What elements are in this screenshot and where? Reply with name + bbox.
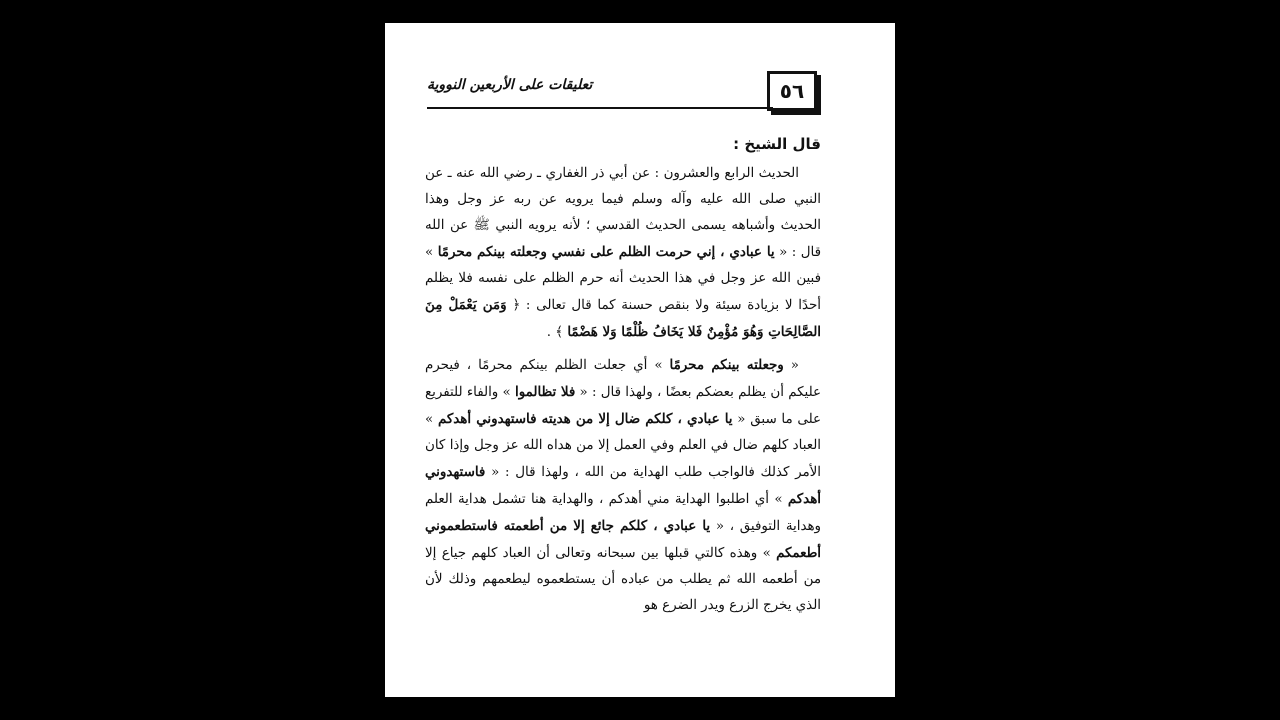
- text-run: » العباد كلهم ضال في العلم وفي العمل إلا من هداه الله عز وجل وإذا كان الأمر كذلك فالواجب طلب الهداية من الله ، ولهذا قال : «: [425, 412, 821, 480]
- hadith-quote: وجعلته بينكم محرمًا: [669, 357, 784, 373]
- hadith-quote: يا عبادي ، كلكم ضال إلا من هديته فاستهدوني أهدكم: [437, 411, 733, 427]
- document-page: [385, 23, 895, 697]
- text-run: «: [783, 358, 799, 373]
- book-title: تعليقات على الأربعين النووية: [427, 77, 593, 93]
- text-run: ﴾ .: [546, 325, 568, 340]
- body-text: [425, 131, 821, 625]
- page-number: ٥٦: [767, 71, 817, 111]
- quran-verse: وَمَن يَعْمَلْ مِنَ الصَّالِحَاتِ وَهُوَ مُؤْمِنٌ فَلا يَخَافُ ظُلْمًا وَلا هَضْمًا: [425, 297, 821, 340]
- text-run: الحديث الرابع والعشرون : عن أبي ذر الغفاري ـ رضي الله عنه ـ عن النبي صلى الله عليه وآله وسلم فيما يرويه عن ربه عز وجل وهذا الحديث وأشباهه يسمى الحديث القدسي ؛ لأنه يرويه النبي ﷺ عن الله قال : «: [425, 166, 821, 260]
- text-run: » أي اطلبوا الهداية مني أهدكم ، والهداية هنا تشمل هداية العلم وهداية التوفيق ، «: [425, 492, 821, 534]
- hadith-quote: يا عبادي ، إني حرمت الظلم على نفسي وجعلته بينكم محرمًا: [437, 244, 775, 260]
- text-run: » فبين الله عز وجل في هذا الحديث أنه حرم الظلم على نفسه فلا يظلم أحدًا لا بزيادة سيئة ولا بنقص حسنة كما قال تعالى : ﴿: [425, 245, 822, 313]
- text-run: » وهذه كالتي قبلها بين سبحانه وتعالى أن العباد كلهم جياع إلا من أطعمه الله ثم يطلب من عباده أن يستطعموه ليطعمهم وذلك لأن الذي يخرج الزرع ويدر الضرع هو: [425, 546, 821, 613]
- text-run: » أي جعلت الظلم بينكم محرمًا ، فيحرم عليكم أن يظلم بعضكم بعضًا ، ولهذا قال : «: [425, 358, 821, 400]
- hadith-quote: فلا تظالموا: [514, 384, 576, 400]
- hadith-quote: فاستهدوني أهدكم: [425, 464, 821, 507]
- page-header: [427, 71, 817, 109]
- paragraph-2: [425, 352, 821, 619]
- text-run: » والفاء للتفريع على ما سبق «: [425, 385, 822, 427]
- hadith-quote: يا عبادي ، كلكم جائع إلا من أطعمته فاستطعموني أطعمكم: [425, 518, 821, 561]
- section-heading: قال الشيخ :: [733, 135, 821, 153]
- header-divider: [427, 107, 773, 109]
- paragraph-1: [425, 161, 821, 346]
